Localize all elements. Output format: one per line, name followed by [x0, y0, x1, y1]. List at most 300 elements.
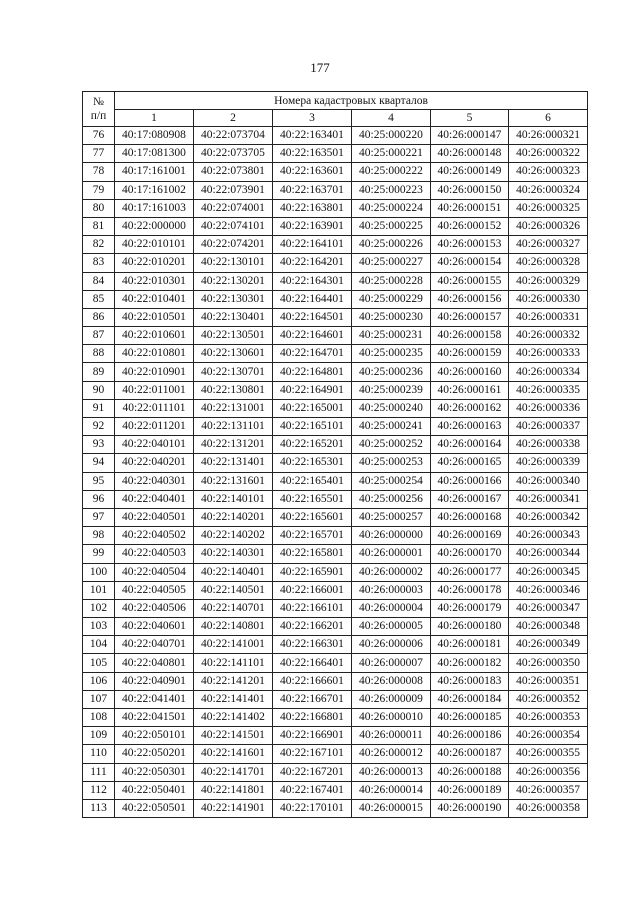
table-row: [83, 290, 588, 308]
row-number-cell: 99: [83, 545, 115, 563]
cadastral-number-cell: 40:22:165201: [273, 436, 352, 454]
cadastral-number-cell: 40:25:000231: [352, 327, 431, 345]
cadastral-number-cell: 40:26:000347: [509, 599, 588, 617]
cadastral-number-cell: 40:22:050301: [115, 763, 194, 781]
cadastral-number-cell: 40:26:000157: [431, 308, 509, 326]
cadastral-number-cell: 40:22:040601: [115, 618, 194, 636]
table-row: [83, 327, 588, 345]
column-number-header: 1: [115, 110, 194, 127]
cadastral-number-cell: 40:22:165901: [273, 563, 352, 581]
row-number-cell: 78: [83, 163, 115, 181]
cadastral-number-cell: 40:26:000005: [352, 618, 431, 636]
cadastral-number-cell: 40:22:166801: [273, 709, 352, 727]
cadastral-number-cell: 40:26:000153: [431, 236, 509, 254]
table-row: [83, 127, 588, 145]
cadastral-number-cell: 40:17:081300: [115, 145, 194, 163]
row-number-header: [83, 92, 115, 127]
cadastral-number-cell: 40:22:163701: [273, 181, 352, 199]
cadastral-number-cell: 40:22:141601: [194, 745, 273, 763]
cadastral-number-cell: 40:22:130301: [194, 290, 273, 308]
table-row: [83, 618, 588, 636]
cadastral-number-cell: 40:26:000010: [352, 709, 431, 727]
cadastral-number-cell: 40:26:000327: [509, 236, 588, 254]
cadastral-number-cell: 40:25:000220: [352, 127, 431, 145]
table-row: [83, 654, 588, 672]
cadastral-number-cell: 40:22:131201: [194, 436, 273, 454]
table-row: [83, 399, 588, 417]
row-number-cell: 94: [83, 454, 115, 472]
group-header: Номера кадастровых кварталов: [115, 92, 588, 110]
cadastral-number-cell: 40:26:000334: [509, 363, 588, 381]
cadastral-number-cell: 40:26:000353: [509, 709, 588, 727]
table-row: [83, 254, 588, 272]
cadastral-number-cell: 40:22:041501: [115, 709, 194, 727]
cadastral-number-cell: 40:25:000226: [352, 236, 431, 254]
cadastral-number-cell: 40:26:000008: [352, 672, 431, 690]
cadastral-number-cell: 40:26:000168: [431, 508, 509, 526]
cadastral-number-cell: 40:22:164501: [273, 308, 352, 326]
cadastral-number-cell: 40:17:080908: [115, 127, 194, 145]
cadastral-number-cell: 40:25:000253: [352, 454, 431, 472]
cadastral-number-cell: 40:22:141402: [194, 709, 273, 727]
row-number-cell: 97: [83, 508, 115, 526]
cadastral-number-cell: 40:22:163401: [273, 127, 352, 145]
cadastral-number-cell: 40:25:000241: [352, 418, 431, 436]
cadastral-number-cell: 40:22:010801: [115, 345, 194, 363]
row-number-cell: 77: [83, 145, 115, 163]
cadastral-number-cell: 40:22:165401: [273, 472, 352, 490]
cadastral-number-cell: 40:26:000322: [509, 145, 588, 163]
table-row: [83, 709, 588, 727]
cadastral-number-cell: 40:25:000254: [352, 472, 431, 490]
cadastral-number-cell: 40:22:073901: [194, 181, 273, 199]
cadastral-number-cell: 40:26:000162: [431, 399, 509, 417]
cadastral-number-cell: 40:26:000183: [431, 672, 509, 690]
cadastral-number-cell: 40:22:010601: [115, 327, 194, 345]
cadastral-number-cell: 40:22:040901: [115, 672, 194, 690]
cadastral-number-cell: 40:25:000227: [352, 254, 431, 272]
cadastral-number-cell: 40:26:000179: [431, 599, 509, 617]
table-row: [83, 781, 588, 799]
cadastral-number-cell: 40:26:000001: [352, 545, 431, 563]
cadastral-number-cell: 40:22:165001: [273, 399, 352, 417]
row-number-cell: 76: [83, 127, 115, 145]
cadastral-number-cell: 40:22:164301: [273, 272, 352, 290]
cadastral-number-cell: 40:22:141101: [194, 654, 273, 672]
cadastral-number-cell: 40:22:040504: [115, 563, 194, 581]
cadastral-number-cell: 40:22:165101: [273, 418, 352, 436]
row-number-cell: 101: [83, 581, 115, 599]
cadastral-number-cell: 40:26:000184: [431, 690, 509, 708]
table-row: [83, 545, 588, 563]
table-row: [83, 636, 588, 654]
cadastral-number-cell: 40:22:130201: [194, 272, 273, 290]
row-number-cell: 102: [83, 599, 115, 617]
row-number-cell: 108: [83, 709, 115, 727]
row-number-header-top: №: [93, 96, 104, 108]
row-number-cell: 91: [83, 399, 115, 417]
cadastral-number-cell: 40:26:000165: [431, 454, 509, 472]
cadastral-number-cell: 40:25:000235: [352, 345, 431, 363]
cadastral-number-cell: 40:26:000340: [509, 472, 588, 490]
table-row: [83, 381, 588, 399]
cadastral-number-cell: 40:22:131401: [194, 454, 273, 472]
cadastral-number-cell: 40:22:140201: [194, 508, 273, 526]
cadastral-number-cell: 40:22:040506: [115, 599, 194, 617]
cadastral-number-cell: 40:26:000000: [352, 527, 431, 545]
cadastral-number-cell: 40:26:000160: [431, 363, 509, 381]
row-number-cell: 95: [83, 472, 115, 490]
cadastral-number-cell: 40:22:130601: [194, 345, 273, 363]
cadastral-number-cell: 40:25:000229: [352, 290, 431, 308]
cadastral-number-cell: 40:22:164201: [273, 254, 352, 272]
cadastral-number-cell: 40:26:000149: [431, 163, 509, 181]
cadastral-number-cell: 40:26:000329: [509, 272, 588, 290]
cadastral-number-cell: 40:26:000345: [509, 563, 588, 581]
table-row: [83, 508, 588, 526]
cadastral-number-cell: 40:22:166601: [273, 672, 352, 690]
cadastral-number-cell: 40:26:000337: [509, 418, 588, 436]
cadastral-number-cell: 40:26:000158: [431, 327, 509, 345]
row-number-cell: 92: [83, 418, 115, 436]
row-number-cell: 104: [83, 636, 115, 654]
cadastral-number-cell: 40:26:000011: [352, 727, 431, 745]
table-row: [83, 418, 588, 436]
cadastral-number-cell: 40:26:000349: [509, 636, 588, 654]
row-number-cell: 87: [83, 327, 115, 345]
cadastral-number-cell: 40:22:040801: [115, 654, 194, 672]
cadastral-number-cell: 40:22:140701: [194, 599, 273, 617]
cadastral-number-cell: 40:22:130101: [194, 254, 273, 272]
cadastral-number-cell: 40:26:000357: [509, 781, 588, 799]
cadastral-number-cell: 40:25:000240: [352, 399, 431, 417]
cadastral-number-cell: 40:26:000348: [509, 618, 588, 636]
row-number-cell: 90: [83, 381, 115, 399]
cadastral-quarters-table: [82, 91, 588, 818]
cadastral-number-cell: 40:22:074101: [194, 217, 273, 235]
cadastral-number-cell: 40:25:000225: [352, 217, 431, 235]
cadastral-number-cell: 40:26:000167: [431, 490, 509, 508]
table-row: [83, 472, 588, 490]
cadastral-number-cell: 40:26:000182: [431, 654, 509, 672]
row-number-cell: 86: [83, 308, 115, 326]
row-number-cell: 113: [83, 799, 115, 817]
table-row: [83, 163, 588, 181]
table-row: [83, 799, 588, 817]
cadastral-number-cell: 40:26:000150: [431, 181, 509, 199]
cadastral-number-cell: 40:25:000236: [352, 363, 431, 381]
cadastral-number-cell: 40:26:000151: [431, 199, 509, 217]
cadastral-number-cell: 40:26:000004: [352, 599, 431, 617]
cadastral-number-cell: 40:25:000223: [352, 181, 431, 199]
cadastral-number-cell: 40:22:140801: [194, 618, 273, 636]
cadastral-number-cell: 40:22:166701: [273, 690, 352, 708]
cadastral-number-cell: 40:26:000152: [431, 217, 509, 235]
row-number-cell: 107: [83, 690, 115, 708]
cadastral-number-cell: 40:26:000350: [509, 654, 588, 672]
cadastral-number-cell: 40:22:163801: [273, 199, 352, 217]
cadastral-number-cell: 40:26:000326: [509, 217, 588, 235]
cadastral-number-cell: 40:22:040301: [115, 472, 194, 490]
cadastral-number-cell: 40:26:000331: [509, 308, 588, 326]
row-number-cell: 88: [83, 345, 115, 363]
cadastral-number-cell: 40:22:040201: [115, 454, 194, 472]
cadastral-number-cell: 40:25:000230: [352, 308, 431, 326]
table-row: [83, 763, 588, 781]
cadastral-number-cell: 40:26:000007: [352, 654, 431, 672]
cadastral-number-cell: 40:22:164701: [273, 345, 352, 363]
table-row: [83, 563, 588, 581]
cadastral-number-cell: 40:22:131001: [194, 399, 273, 417]
cadastral-number-cell: 40:22:166901: [273, 727, 352, 745]
cadastral-number-cell: 40:22:130501: [194, 327, 273, 345]
table-row: [83, 490, 588, 508]
cadastral-number-cell: 40:22:140101: [194, 490, 273, 508]
cadastral-number-cell: 40:26:000324: [509, 181, 588, 199]
cadastral-number-cell: 40:26:000346: [509, 581, 588, 599]
table-row: [83, 436, 588, 454]
cadastral-number-cell: 40:22:140202: [194, 527, 273, 545]
cadastral-number-cell: 40:22:011001: [115, 381, 194, 399]
column-number-header: 5: [431, 110, 509, 127]
table-row: [83, 581, 588, 599]
cadastral-number-cell: 40:22:011101: [115, 399, 194, 417]
cadastral-number-cell: 40:26:000354: [509, 727, 588, 745]
cadastral-number-cell: 40:22:040503: [115, 545, 194, 563]
table-row: [83, 363, 588, 381]
cadastral-number-cell: 40:25:000252: [352, 436, 431, 454]
cadastral-number-cell: 40:26:000188: [431, 763, 509, 781]
row-number-cell: 100: [83, 563, 115, 581]
cadastral-number-cell: 40:22:163501: [273, 145, 352, 163]
cadastral-number-cell: 40:26:000343: [509, 527, 588, 545]
cadastral-number-cell: 40:22:010501: [115, 308, 194, 326]
cadastral-number-cell: 40:26:000180: [431, 618, 509, 636]
cadastral-number-cell: 40:26:000352: [509, 690, 588, 708]
cadastral-number-cell: 40:22:050501: [115, 799, 194, 817]
row-number-cell: 79: [83, 181, 115, 199]
cadastral-number-cell: 40:22:040101: [115, 436, 194, 454]
cadastral-number-cell: 40:22:141401: [194, 690, 273, 708]
cadastral-number-cell: 40:25:000221: [352, 145, 431, 163]
row-number-cell: 80: [83, 199, 115, 217]
cadastral-number-cell: 40:26:000328: [509, 254, 588, 272]
cadastral-number-cell: 40:22:130401: [194, 308, 273, 326]
page-number: 177: [310, 60, 330, 75]
cadastral-number-cell: 40:22:011201: [115, 418, 194, 436]
cadastral-number-cell: 40:26:000006: [352, 636, 431, 654]
cadastral-number-cell: 40:22:165501: [273, 490, 352, 508]
row-number-cell: 111: [83, 763, 115, 781]
cadastral-number-cell: 40:22:167201: [273, 763, 352, 781]
cadastral-number-cell: 40:22:040701: [115, 636, 194, 654]
cadastral-number-cell: 40:26:000341: [509, 490, 588, 508]
table-row: [83, 145, 588, 163]
column-number-header: 2: [194, 110, 273, 127]
cadastral-number-cell: 40:22:130801: [194, 381, 273, 399]
cadastral-number-cell: 40:26:000002: [352, 563, 431, 581]
cadastral-number-cell: 40:26:000164: [431, 436, 509, 454]
cadastral-number-cell: 40:22:165301: [273, 454, 352, 472]
cadastral-number-cell: 40:26:000186: [431, 727, 509, 745]
cadastral-number-cell: 40:25:000222: [352, 163, 431, 181]
row-number-cell: 82: [83, 236, 115, 254]
cadastral-number-cell: 40:22:050401: [115, 781, 194, 799]
cadastral-number-cell: 40:26:000325: [509, 199, 588, 217]
cadastral-number-cell: 40:26:000163: [431, 418, 509, 436]
cadastral-number-cell: 40:22:165801: [273, 545, 352, 563]
cadastral-number-cell: 40:22:130701: [194, 363, 273, 381]
cadastral-number-cell: 40:22:170101: [273, 799, 352, 817]
cadastral-number-cell: 40:26:000161: [431, 381, 509, 399]
cadastral-number-cell: 40:26:000187: [431, 745, 509, 763]
table-row: [83, 672, 588, 690]
cadastral-number-cell: 40:17:161002: [115, 181, 194, 199]
table-row: [83, 345, 588, 363]
cadastral-number-cell: 40:26:000013: [352, 763, 431, 781]
cadastral-number-cell: 40:26:000015: [352, 799, 431, 817]
cadastral-number-cell: 40:26:000332: [509, 327, 588, 345]
cadastral-number-cell: 40:22:074001: [194, 199, 273, 217]
cadastral-number-cell: 40:22:073704: [194, 127, 273, 145]
cadastral-number-cell: 40:22:073705: [194, 145, 273, 163]
cadastral-number-cell: 40:17:161003: [115, 199, 194, 217]
cadastral-number-cell: 40:26:000154: [431, 254, 509, 272]
table-row: [83, 199, 588, 217]
cadastral-number-cell: 40:26:000333: [509, 345, 588, 363]
row-number-cell: 103: [83, 618, 115, 636]
cadastral-number-cell: 40:25:000228: [352, 272, 431, 290]
cadastral-number-cell: 40:22:163601: [273, 163, 352, 181]
cadastral-number-cell: 40:26:000336: [509, 399, 588, 417]
row-number-cell: 105: [83, 654, 115, 672]
cadastral-number-cell: 40:22:131101: [194, 418, 273, 436]
cadastral-number-cell: 40:26:000014: [352, 781, 431, 799]
row-number-cell: 96: [83, 490, 115, 508]
cadastral-number-cell: 40:26:000009: [352, 690, 431, 708]
cadastral-number-cell: 40:22:141701: [194, 763, 273, 781]
cadastral-number-cell: 40:22:050101: [115, 727, 194, 745]
column-number-header: 6: [509, 110, 588, 127]
cadastral-number-cell: 40:22:140401: [194, 563, 273, 581]
cadastral-number-cell: 40:22:141001: [194, 636, 273, 654]
cadastral-number-cell: 40:26:000330: [509, 290, 588, 308]
row-number-cell: 112: [83, 781, 115, 799]
cadastral-number-cell: 40:26:000177: [431, 563, 509, 581]
cadastral-number-cell: 40:22:141201: [194, 672, 273, 690]
cadastral-number-cell: 40:22:167101: [273, 745, 352, 763]
row-number-cell: 83: [83, 254, 115, 272]
cadastral-number-cell: 40:22:050201: [115, 745, 194, 763]
cadastral-number-cell: 40:22:010101: [115, 236, 194, 254]
column-number-header: 3: [273, 110, 352, 127]
cadastral-number-cell: 40:26:000185: [431, 709, 509, 727]
cadastral-number-cell: 40:22:164901: [273, 381, 352, 399]
cadastral-number-cell: 40:22:166301: [273, 636, 352, 654]
cadastral-number-cell: 40:26:000342: [509, 508, 588, 526]
cadastral-number-cell: 40:26:000156: [431, 290, 509, 308]
cadastral-number-cell: 40:17:161001: [115, 163, 194, 181]
cadastral-number-cell: 40:22:166401: [273, 654, 352, 672]
row-number-cell: 85: [83, 290, 115, 308]
cadastral-number-cell: 40:26:000355: [509, 745, 588, 763]
cadastral-number-cell: 40:22:040502: [115, 527, 194, 545]
row-number-cell: 110: [83, 745, 115, 763]
cadastral-number-cell: 40:22:164801: [273, 363, 352, 381]
cadastral-number-cell: 40:22:073801: [194, 163, 273, 181]
cadastral-number-cell: 40:22:040505: [115, 581, 194, 599]
cadastral-number-cell: 40:25:000224: [352, 199, 431, 217]
cadastral-number-cell: 40:22:166201: [273, 618, 352, 636]
cadastral-number-cell: 40:22:040401: [115, 490, 194, 508]
row-number-cell: 84: [83, 272, 115, 290]
cadastral-number-cell: 40:26:000148: [431, 145, 509, 163]
cadastral-number-cell: 40:26:000190: [431, 799, 509, 817]
table-row: [83, 690, 588, 708]
cadastral-number-cell: 40:22:165701: [273, 527, 352, 545]
cadastral-number-cell: 40:22:131601: [194, 472, 273, 490]
cadastral-number-cell: 40:26:000166: [431, 472, 509, 490]
row-number-cell: 106: [83, 672, 115, 690]
column-number-header: 4: [352, 110, 431, 127]
cadastral-number-cell: 40:22:040501: [115, 508, 194, 526]
cadastral-number-cell: 40:22:141901: [194, 799, 273, 817]
table-row: [83, 308, 588, 326]
cadastral-number-cell: 40:22:010301: [115, 272, 194, 290]
cadastral-number-cell: 40:26:000338: [509, 436, 588, 454]
table-row: [83, 181, 588, 199]
cadastral-number-cell: 40:22:141501: [194, 727, 273, 745]
cadastral-number-cell: 40:25:000256: [352, 490, 431, 508]
cadastral-number-cell: 40:22:141801: [194, 781, 273, 799]
cadastral-number-cell: 40:26:000189: [431, 781, 509, 799]
cadastral-number-cell: 40:22:164401: [273, 290, 352, 308]
cadastral-number-cell: 40:22:167401: [273, 781, 352, 799]
cadastral-number-cell: 40:22:166001: [273, 581, 352, 599]
cadastral-number-cell: 40:26:000321: [509, 127, 588, 145]
cadastral-number-cell: 40:22:000000: [115, 217, 194, 235]
row-number-cell: 89: [83, 363, 115, 381]
cadastral-number-cell: 40:26:000159: [431, 345, 509, 363]
cadastral-number-cell: 40:26:000155: [431, 272, 509, 290]
cadastral-number-cell: 40:26:000169: [431, 527, 509, 545]
cadastral-number-cell: 40:26:000147: [431, 127, 509, 145]
cadastral-number-cell: 40:22:010901: [115, 363, 194, 381]
cadastral-number-cell: 40:22:164601: [273, 327, 352, 345]
cadastral-number-cell: 40:26:000344: [509, 545, 588, 563]
table-row: [83, 745, 588, 763]
cadastral-number-cell: 40:22:163901: [273, 217, 352, 235]
cadastral-number-cell: 40:22:074201: [194, 236, 273, 254]
cadastral-number-cell: 40:26:000339: [509, 454, 588, 472]
cadastral-number-cell: 40:26:000351: [509, 672, 588, 690]
table-row: [83, 217, 588, 235]
table-row: [83, 527, 588, 545]
cadastral-number-cell: 40:26:000012: [352, 745, 431, 763]
table-row: [83, 236, 588, 254]
table-body: [83, 127, 588, 818]
cadastral-number-cell: 40:26:000181: [431, 636, 509, 654]
row-number-cell: 81: [83, 217, 115, 235]
row-number-header-bottom: п/п: [90, 110, 107, 122]
cadastral-number-cell: 40:22:041401: [115, 690, 194, 708]
table-row: [83, 454, 588, 472]
cadastral-number-cell: 40:26:000358: [509, 799, 588, 817]
cadastral-number-cell: 40:22:140501: [194, 581, 273, 599]
cadastral-number-cell: 40:22:140301: [194, 545, 273, 563]
cadastral-number-cell: 40:26:000170: [431, 545, 509, 563]
table-row: [83, 727, 588, 745]
